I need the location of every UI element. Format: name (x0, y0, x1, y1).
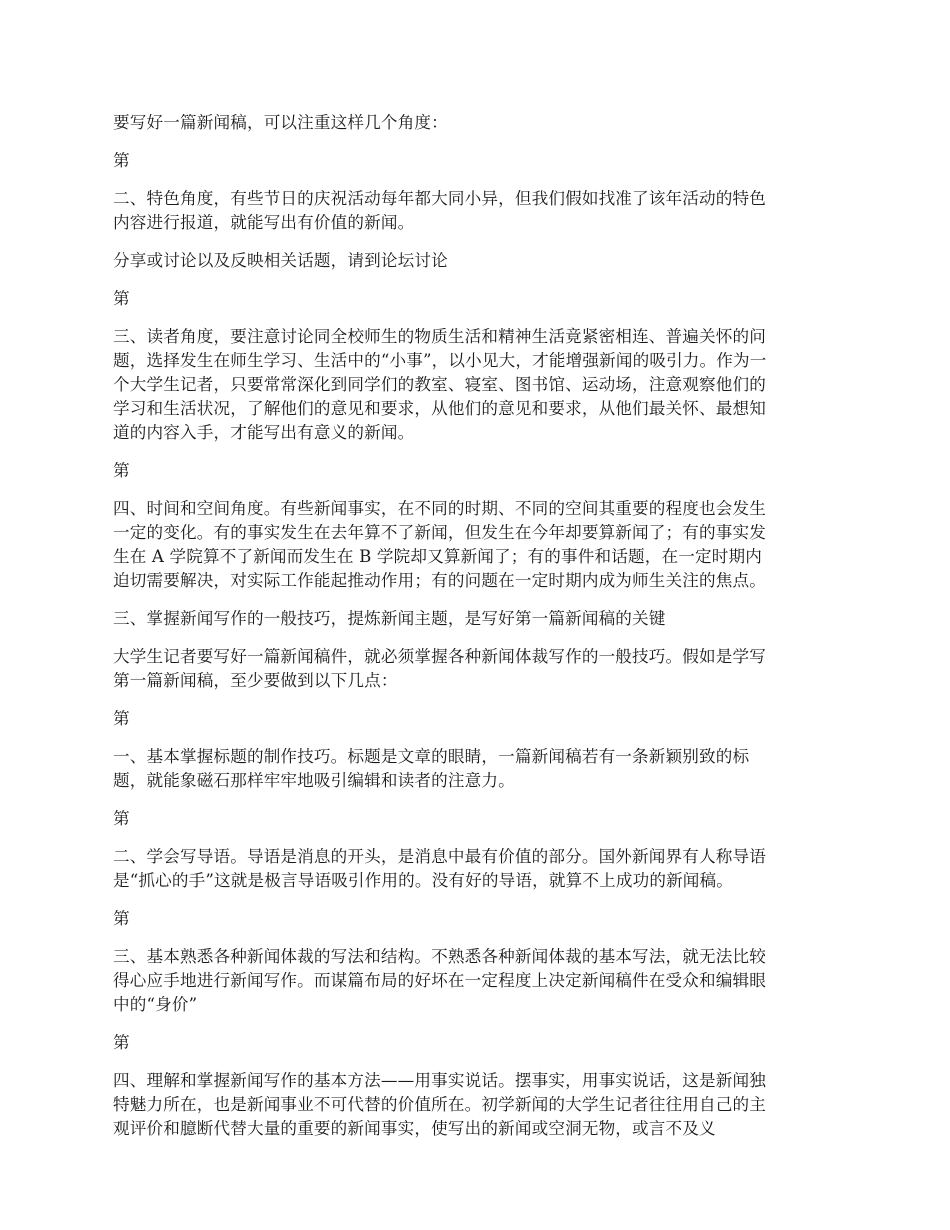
paragraph-section-heading: 三、掌握新闻写作的一般技巧，提炼新闻主题，是写好第一篇新闻稿的关键 (113, 609, 666, 628)
paragraph-forum-note: 分享或讨论以及反映相关话题，请到论坛讨论 (113, 251, 448, 270)
paragraph-intro: 要写好一篇新闻稿，可以注重这样几个角度： (113, 113, 448, 132)
paragraph-marker: 第 (113, 809, 130, 828)
paragraph-time-space-angle: 四、时间和空间角度。有些新闻事实，在不同的时期、不同的空间其重要的程度也会发生 一定的变化。有的事实发生在去年算不了新闻，但发生在今年却要算新闻了；有的事实发 生在 A 学院算不了新闻而发生在 B 学院却又算新闻了；有的事件和话题，在一定时期内 迫切需要解决，对实际工作能起推动作用；有的问题在一定时期内成为师生关注的焦点。 (113, 499, 767, 590)
paragraph-marker: 第 (113, 289, 130, 308)
paragraph-genre-skill: 三、基本熟悉各种新闻体裁的写法和结构。不熟悉各种新闻体裁的基本写法，就无法比较 得心应手地进行新闻写作。而谋篇布局的好坏在一定程度上决定新闻稿件在受众和编辑眼 中的“身价” (113, 947, 767, 1014)
paragraph-marker: 第 (113, 151, 130, 170)
paragraph-facts-method: 四、理解和掌握新闻写作的基本方法——用事实说话。摆事实，用事实说话，这是新闻独 特魅力所在，也是新闻事业不可代替的价值所在。初学新闻的大学生记者往往用自己的主 观评价和臆断代替大量的重要的新闻事实，使写出的新闻或空洞无物，或言不及义 (113, 1071, 767, 1138)
paragraph-skills-intro: 大学生记者要写好一篇新闻稿件，就必须掌握各种新闻体裁写作的一般技巧。假如是学写 第一篇新闻稿，至少要做到以下几点： (113, 647, 767, 690)
paragraph-feature-angle: 二、特色角度，有些节日的庆祝活动每年都大同小异，但我们假如找准了该年活动的特色 内容进行报道，就能写出有价值的新闻。 (113, 189, 767, 232)
paragraph-headline-skill: 一、基本掌握标题的制作技巧。标题是文章的眼睛，一篇新闻稿若有一条新颖别致的标 题，就能象磁石那样牢牢地吸引编辑和读者的注意力。 (113, 747, 750, 790)
paragraph-marker: 第 (113, 461, 130, 480)
paragraph-reader-angle: 三、读者角度，要注意讨论同全校师生的物质生活和精神生活竟紧密相连、普遍关怀的问 题，选择发生在师生学习、生活中的“小事”，以小见大，才能增强新闻的吸引力。作为一 个大学生记者，只要常常深化到同学们的教室、寝室、图书馆、运动场，注意观察他们的 学习和生活状况，了解他们的意见和要求，从他们的意见和要求，从他们最关怀、最想知 道的内容入手，才能写出有意义的新闻。 (113, 327, 767, 442)
paragraph-lead-skill: 二、学会写导语。导语是消息的开头，是消息中最有价值的部分。国外新闻界有人称导语 是“抓心的手”这就是极言导语吸引作用的。没有好的导语，就算不上成功的新闻稿。 (113, 847, 767, 890)
paragraph-marker: 第 (113, 1033, 130, 1052)
paragraph-marker: 第 (113, 709, 130, 728)
paragraph-marker: 第 (113, 909, 130, 928)
